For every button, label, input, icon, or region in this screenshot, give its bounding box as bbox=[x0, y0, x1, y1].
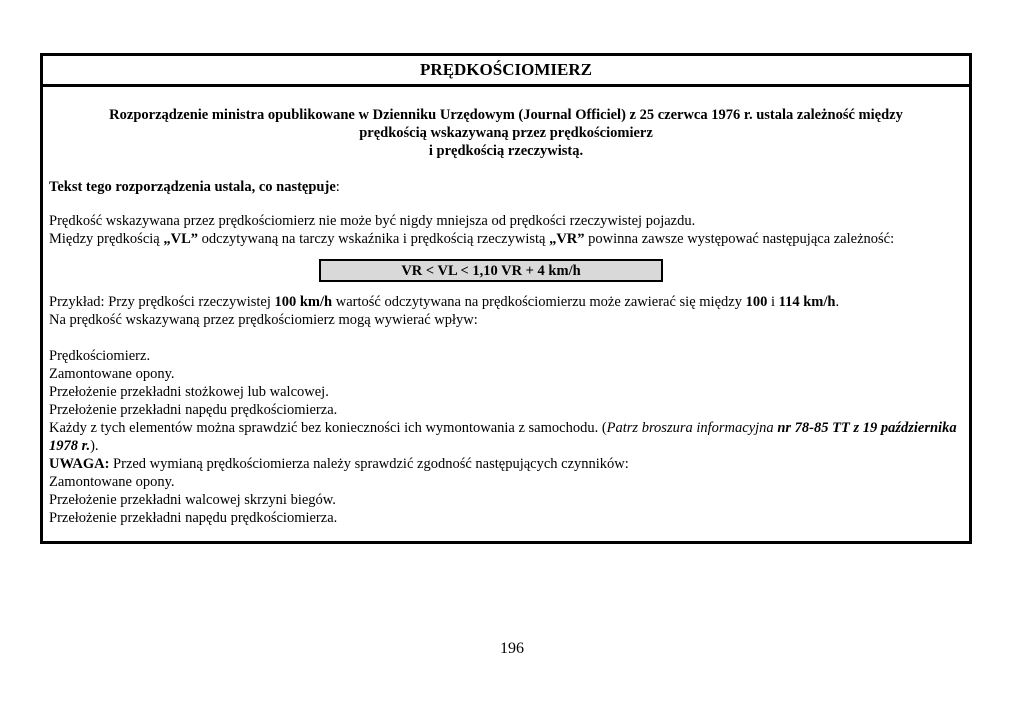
example-high: 114 km/h bbox=[778, 294, 836, 310]
page-number: 196 bbox=[500, 640, 524, 657]
rule-line-2-end: powinna zawsze występować następująca zależność: bbox=[584, 231, 895, 247]
reference-bold: nr 78-85 TT z 19 października 1978 r. bbox=[49, 420, 957, 454]
example-end: . bbox=[835, 294, 840, 310]
rule-line-1: Prędkość wskazywana przez prędkościomierz nie może być nigdy mniejsza od prędkości rzeczywistej pojazdu. bbox=[49, 213, 696, 229]
formula-container bbox=[49, 259, 963, 282]
warning-label: UWAGA: bbox=[49, 456, 110, 472]
spacer bbox=[49, 329, 963, 347]
lead-sentence bbox=[49, 178, 963, 196]
document-frame bbox=[40, 53, 972, 544]
check-end: ). bbox=[90, 438, 99, 454]
example-start: Przykład: Przy prędkości rzeczywistej bbox=[49, 294, 275, 310]
document-body bbox=[43, 106, 969, 527]
check-paragraph bbox=[49, 419, 963, 455]
page-title: PRĘDKOŚCIOMIERZ bbox=[43, 56, 969, 87]
lead-colon: : bbox=[335, 179, 340, 195]
rule-line-2-middle: odczytywaną na tarczy wskaźnika i prędkością rzeczywistą bbox=[198, 231, 550, 247]
rule-line-2-start: Między prędkością bbox=[49, 231, 164, 247]
list-item: Przełożenie przekładni walcowej skrzyni biegów. bbox=[49, 492, 336, 508]
warning-list bbox=[49, 473, 963, 527]
rule-paragraph bbox=[49, 212, 963, 248]
list-item: Prędkościomierz. bbox=[49, 348, 151, 364]
list-item: Zamontowane opony. bbox=[49, 474, 175, 490]
list-item: Przełożenie przekładni napędu prędkościomierza. bbox=[49, 402, 338, 418]
influence-line: Na prędkość wskazywaną przez prędkościomierz mogą wywierać wpływ: bbox=[49, 312, 478, 328]
reference-italic: Patrz broszura informacyjna bbox=[606, 420, 778, 436]
list-item: Przełożenie przekładni napędu prędkościomierza. bbox=[49, 510, 338, 526]
rule-line-2 bbox=[49, 230, 963, 248]
lead-text: Tekst tego rozporządzenia ustala, co następuje bbox=[49, 179, 336, 195]
warning-text: Przed wymianą prędkościomierza należy sprawdzić zgodność następujących czynników: bbox=[109, 456, 629, 472]
list-item: Zamontowane opony. bbox=[49, 366, 175, 382]
warning-paragraph bbox=[49, 455, 963, 473]
intro-paragraph bbox=[49, 106, 963, 160]
list-item: Przełożenie przekładni stożkowej lub walcowej. bbox=[49, 384, 329, 400]
intro-line-1: Rozporządzenie ministra opublikowane w Dzienniku Urzędowym (Journal Officiel) z 25 czerwca 1976 r. ustala zależność między bbox=[109, 107, 903, 123]
example-speed: 100 km/h bbox=[274, 294, 333, 310]
example-low: 100 bbox=[745, 294, 768, 310]
vr-term: „VR” bbox=[549, 231, 585, 247]
example-middle: wartość odczytywana na prędkościomierzu może zawierać się między bbox=[332, 294, 746, 310]
example-and: i bbox=[767, 294, 779, 310]
example-paragraph bbox=[49, 293, 963, 329]
intro-line-3: i prędkością rzeczywistą. bbox=[428, 143, 584, 159]
check-text: Każdy z tych elementów można sprawdzić bez konieczności ich wymontowania z samochodu. ( bbox=[49, 420, 607, 436]
factors-list bbox=[49, 347, 963, 419]
intro-line-2: prędkością wskazywaną przez prędkościomierz bbox=[359, 125, 653, 141]
example-line bbox=[49, 293, 963, 311]
formula-box: VR < VL < 1,10 VR + 4 km/h bbox=[319, 259, 663, 282]
vl-term: „VL” bbox=[163, 231, 199, 247]
